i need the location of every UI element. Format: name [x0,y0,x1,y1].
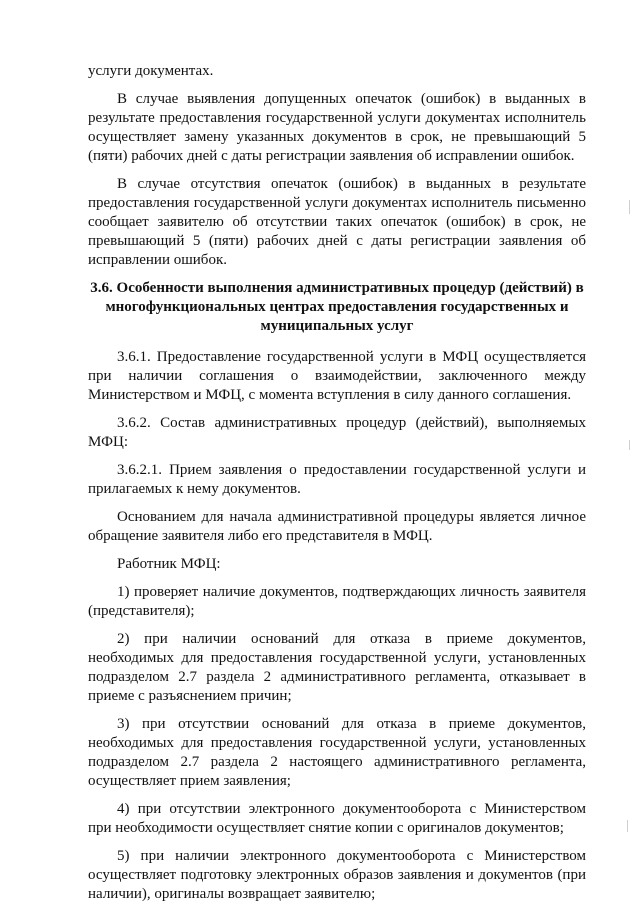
scan-edge-mark [629,200,630,214]
paragraph-mfc-worker: Работник МФЦ: [117,556,221,572]
paragraph-typo-correction: В случае выявления допущенных опечаток (ошибок) в выданных в результате предоставления государственной услуги документах исполнитель осуществляет замену указанных документов в срок, не превышающий 5 (пяти) рабочих дней с даты регистрации заявления об исправлении ошибок. [88,91,586,164]
list-item-1: 1) проверяет наличие документов, подтверждающих личность заявителя (представителя); [88,584,586,619]
list-item-5: 5) при наличии электронного документооборота с Министерством осуществляет подготовку электронных образов заявления и документов (при наличии), оригиналы возвращает заявителю; [88,848,586,902]
paragraph-continuation: услуги документах. [88,63,214,79]
paragraph-3-6-1: 3.6.1. Предоставление государственной услуги в МФЦ осуществляется при наличии соглашения о взаимодействии, заключенного между Министерством и МФЦ, с момента вступления в силу данного соглашения. [88,349,586,403]
paragraph-no-typo: В случае отсутствия опечаток (ошибок) в выданных в результате предоставления государственной услуги документах исполнитель письменно сообщает заявителю об отсутствии таких опечаток (ошибок) в срок, не превышающий 5 (пяти) рабочих дней с даты регистрации заявления об исправлении ошибок. [88,176,586,268]
list-item-2: 2) при наличии оснований для отказа в приеме документов, необходимых для предоставления государственной услуги, установленных подразделом 2.7 раздела 2 административного регламента, отказывает в приеме с разъяснением причин; [88,631,586,704]
paragraph-basis: Основанием для начала административной процедуры является личное обращение заявителя либо его представителя в МФЦ. [88,509,586,544]
list-item-3: 3) при отсутствии оснований для отказа в приеме документов, необходимых для предоставления государственной услуги, установленных подразделом 2.7 раздела 2 настоящего административного регламента, осуществляет прием заявления; [88,716,586,789]
document-body [88,62,586,913]
section-heading: 3.6. Особенности выполнения административных процедур (действий) в многофункциональных центрах предоставления государственных и муниципальных услуг [90,280,584,334]
scan-edge-mark [629,440,630,450]
paragraph-3-6-2: 3.6.2. Состав административных процедур (действий), выполняемых МФЦ: [88,415,586,450]
list-item-4: 4) при отсутствии электронного документооборота с Министерством при необходимости осуществляет снятие копии с оригиналов документов; [88,801,586,836]
scan-edge-mark [627,820,628,832]
paragraph-3-6-2-1: 3.6.2.1. Прием заявления о предоставлении государственной услуги и прилагаемых к нему документов. [88,462,586,497]
